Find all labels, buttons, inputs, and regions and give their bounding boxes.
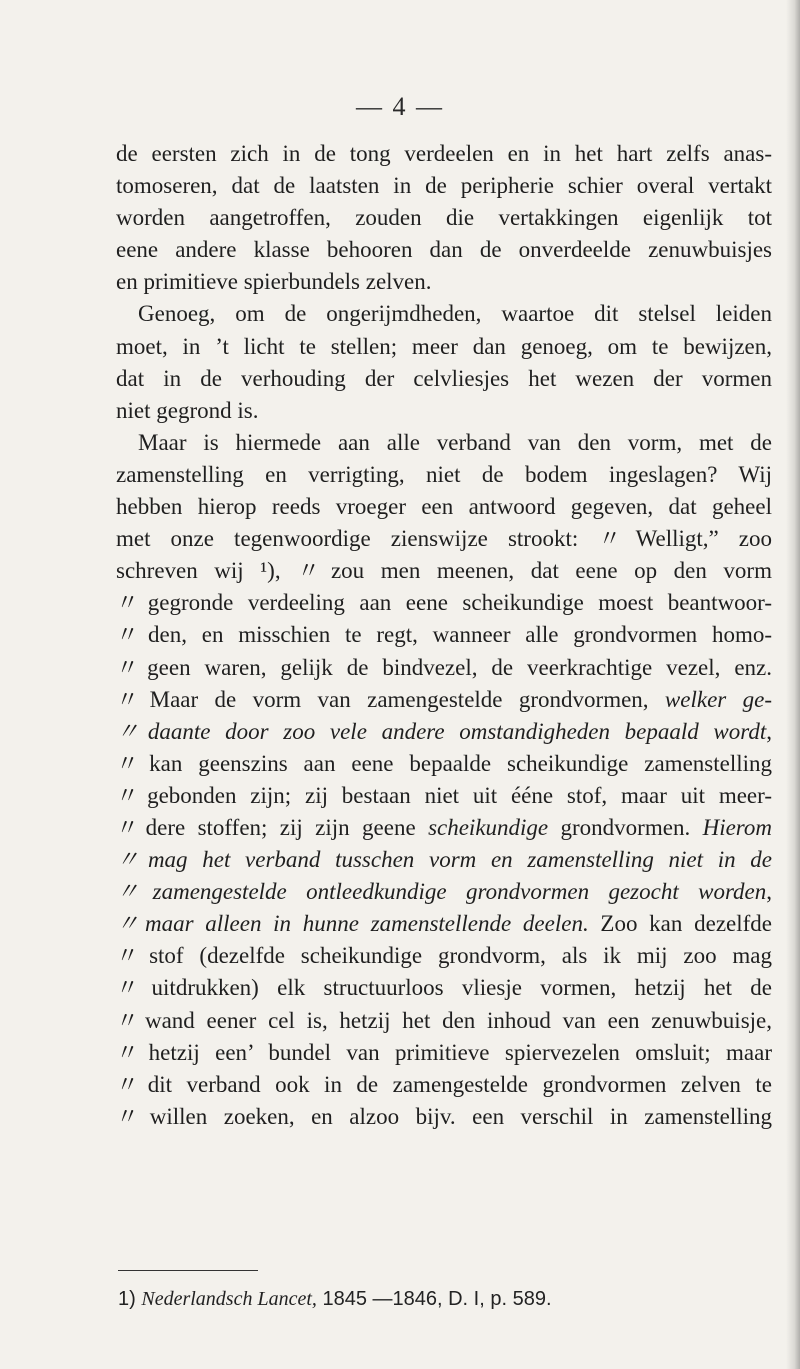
text-run: zamenstelling en verrigting, niet de bodem ingeslagen? Wij (116, 461, 772, 487)
text-run: en primitieve spierbundels zelven. (116, 269, 432, 295)
footnote-details: 1845 —1846, D. I, p. 589. (322, 1288, 552, 1310)
text-run: 〃geen waren, gelijk de bindvezel, de veerkrachtige vezel, enz. (116, 654, 772, 680)
text-run: schreven wij ¹), 〃zou men meenen, dat eene op den vorm (116, 558, 772, 584)
text-line (116, 619, 772, 651)
italic-text: 〃maar alleen in hunne zamenstellende deelen. (116, 911, 589, 937)
body-text (116, 138, 772, 1133)
italic-text: 〃zamengestelde ontleedkundige grondvormen gezocht worden (116, 879, 767, 905)
text-run: grondvormen. (548, 814, 703, 840)
text-line (116, 1037, 772, 1069)
italic-text: 〃daante door zoo vele andere omstandigheden bepaald wordt (116, 718, 767, 744)
text-line (116, 555, 772, 587)
text-run: 〃uitdrukken) elk structuurloos vliesje vormen, hetzij het de (116, 975, 772, 1001)
text-line (116, 908, 772, 940)
text-line (116, 363, 772, 395)
text-line (116, 459, 772, 491)
text-line (116, 234, 772, 266)
text-run: 〃dere stoffen; zij zijn geene (116, 814, 429, 840)
text-line (116, 972, 772, 1004)
text-line (116, 170, 772, 202)
text-line (116, 298, 772, 330)
text-run: , (766, 718, 772, 744)
text-line (116, 138, 772, 170)
italic-text: Hierom (702, 814, 772, 840)
text-run: Zoo kan dezelfde (588, 911, 772, 937)
text-run: niet gegrond is. (116, 397, 259, 423)
text-run: de eersten zich in de tong verdeelen en in het hart zelfs anas- (116, 141, 772, 166)
text-line (116, 780, 772, 812)
text-line (116, 491, 772, 523)
text-run: 〃den, en misschien te regt, wanneer alle grondvormen homo- (116, 622, 772, 648)
text-run: worden aangetroffen, zouden die vertakkingen eigenlijk tot (116, 205, 772, 231)
text-line (116, 716, 772, 748)
italic-text: scheikundige (428, 814, 549, 840)
text-line (116, 652, 772, 684)
footnote (118, 1288, 552, 1311)
text-line (116, 876, 772, 908)
text-run: 〃gebonden zijn; zij bestaan niet uit ééne stof, maar uit meer- (116, 782, 772, 808)
text-line (116, 266, 772, 298)
text-line (116, 202, 772, 234)
text-line (116, 427, 772, 459)
text-line (116, 1101, 772, 1133)
text-line (116, 940, 772, 972)
italic-text: welker ge- (664, 686, 772, 712)
text-run: dat in de verhouding der celvliesjes het wezen der vormen (116, 365, 772, 391)
footnote-source: Nederlandsch Lancet, (141, 1288, 317, 1310)
text-line (116, 812, 772, 844)
text-run: 〃Maar de vorm van zamengestelde grondvormen, (116, 686, 665, 712)
text-line (116, 1069, 772, 1101)
text-line (116, 331, 772, 363)
text-run: moet, in ’t licht te stellen; meer dan genoeg, om te bewijzen, (116, 333, 772, 359)
text-line (116, 844, 772, 876)
text-run: 〃wand eener cel is, hetzij het den inhoud van een zenuwbuisje, (116, 1007, 772, 1033)
text-run: 〃dit verband ook in de zamengestelde grondvormen zelven te (116, 1071, 772, 1097)
text-run: 〃kan geenszins aan eene bepaalde scheikundige zamenstelling (116, 750, 772, 776)
text-line (116, 587, 772, 619)
text-run: Genoeg, om de ongerijmdheden, waartoe dit stelsel leiden (138, 301, 772, 327)
text-run: met onze tegenwoordige zienswijze strookt: 〃Welligt,” zoo (116, 526, 772, 552)
text-line (116, 748, 772, 780)
text-run: hebben hierop reeds vroeger een antwoord gegeven, dat geheel (116, 494, 772, 520)
text-run: tomoseren, dat de laatsten in de peripherie schier overal vertakt (116, 173, 772, 199)
text-run: 〃willen zoeken, en alzoo bijv. een verschil in zamenstelling (116, 1103, 772, 1129)
text-line (116, 523, 772, 555)
text-run: 〃hetzij een’ bundel van primitieve spiervezelen omsluit; maar (116, 1039, 772, 1065)
page-edge-shadow (786, 0, 800, 1369)
text-line (116, 395, 772, 427)
text-run: 〃stof (dezelfde scheikundige grondvorm, als ik mij zoo mag (116, 943, 772, 969)
text-line (116, 684, 772, 716)
text-line (116, 1005, 772, 1037)
page-number: — 4 — (356, 92, 444, 121)
text-run: 〃gegronde verdeeling aan eene scheikundige moest beantwoor- (116, 590, 772, 616)
text-run: eene andere klasse behooren dan de onverdeelde zenuwbuisjes (116, 237, 772, 263)
text-run: , (766, 879, 772, 905)
italic-text: 〃mag het verband tusschen vorm en zamenstelling niet in de (116, 847, 772, 873)
text-run: Maar is hiermede aan alle verband van den vorm, met de (138, 429, 772, 455)
footnote-marker: 1) (118, 1288, 136, 1310)
footnote-rule (118, 1270, 258, 1271)
